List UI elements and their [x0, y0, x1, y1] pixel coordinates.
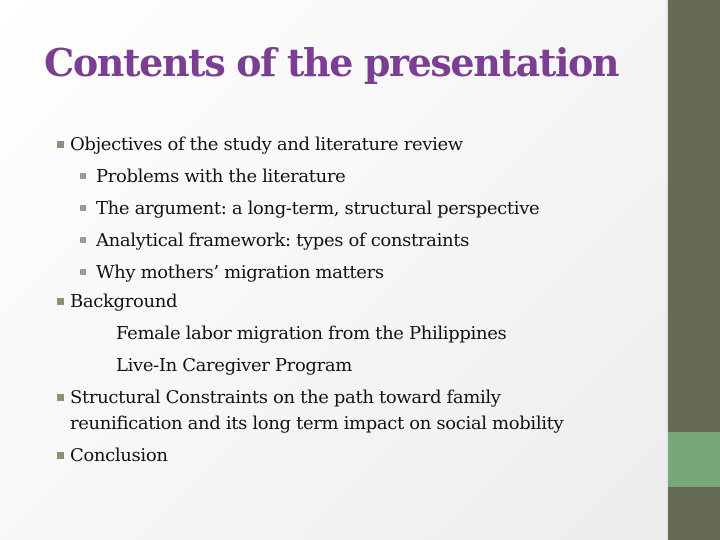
contents-subitem-label: Problems with the literature: [96, 166, 346, 187]
square-bullet-icon: [57, 394, 64, 401]
square-bullet-icon: [80, 173, 86, 179]
contents-detail-label: Female labor migration from the Philippines: [116, 323, 507, 344]
square-bullet-icon: [57, 298, 64, 305]
sidebar-accent: [668, 432, 720, 487]
square-bullet-icon: [80, 237, 86, 243]
contents-subitem-label: Why mothers’ migration matters: [96, 262, 384, 283]
contents-item-label: Background: [70, 291, 178, 312]
contents-detail-label: Live-In Caregiver Program: [116, 355, 352, 376]
square-bullet-icon: [57, 452, 64, 459]
square-bullet-icon: [80, 205, 86, 211]
contents-subitem-label: Analytical framework: types of constraints: [96, 230, 469, 251]
contents-subitem-label: The argument: a long-term, structural perspective: [96, 198, 540, 219]
square-bullet-icon: [57, 141, 64, 148]
slide-title: Contents of the presentation: [44, 40, 619, 85]
square-bullet-icon: [80, 269, 86, 275]
contents-item-label: Structural Constraints on the path toward family: [70, 387, 501, 408]
contents-item-label: Objectives of the study and literature review: [70, 134, 463, 155]
contents-item-continuation: reunification and its long term impact on social mobility: [70, 413, 564, 434]
contents-item-label: Conclusion: [70, 445, 168, 466]
